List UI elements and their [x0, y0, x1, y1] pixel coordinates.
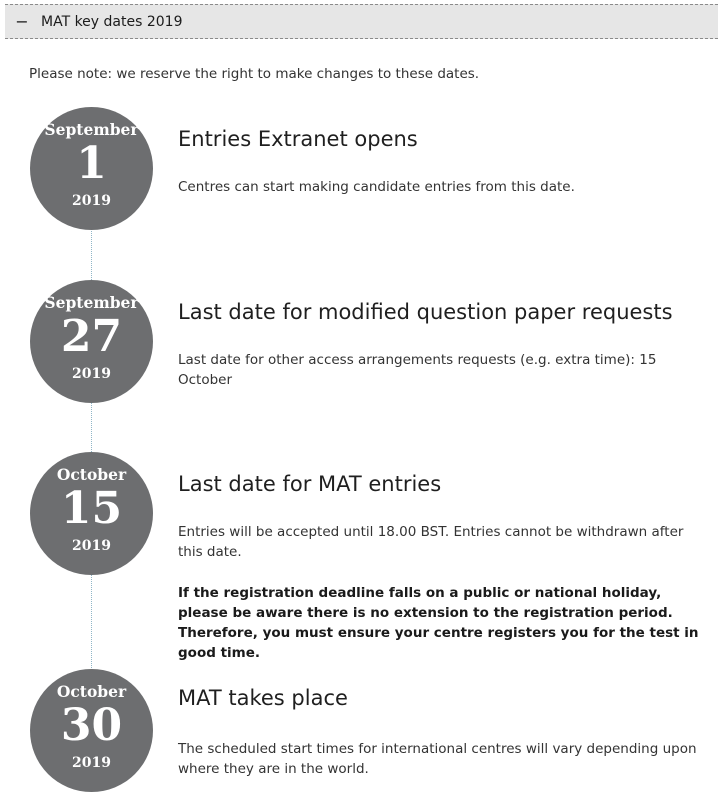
date-day: 30: [60, 700, 123, 751]
date-day: 1: [76, 138, 107, 189]
date-year: 2019: [72, 366, 111, 382]
date-badge: [30, 280, 153, 403]
event-description: Centres can start making candidate entries from this date.: [178, 179, 575, 195]
accordion-title[interactable]: MAT key dates 2019: [41, 13, 183, 30]
event-title: Last date for modified question paper requests: [178, 300, 673, 324]
date-day: 15: [60, 483, 123, 534]
collapse-icon[interactable]: −: [15, 12, 29, 31]
event-title: Last date for MAT entries: [178, 472, 442, 496]
accordion-header[interactable]: [5, 4, 718, 39]
date-month: October: [56, 682, 127, 701]
date-month: September: [44, 293, 139, 312]
date-badge: [30, 107, 153, 230]
registration-warning: If the registration deadline falls on a public or national holiday, please be aware there is no extension to the registration period. Therefore, you must ensure your centre registers you for the test in good time.: [178, 585, 699, 661]
date-day: 27: [60, 311, 123, 362]
event-description: Last date for other access arrangements requests (e.g. extra time): 15 October: [178, 352, 657, 388]
date-year: 2019: [72, 538, 111, 554]
date-month: October: [56, 465, 127, 484]
event-title: MAT takes place: [178, 686, 348, 710]
date-badge: [30, 452, 153, 575]
event-description: The scheduled start times for international centres will vary depending upon where they are in the world.: [178, 741, 697, 777]
event-description: Entries will be accepted until 18.00 BST. Entries cannot be withdrawn after this date.: [178, 524, 684, 560]
date-month: September: [44, 120, 139, 139]
date-year: 2019: [72, 193, 111, 209]
date-badge: [30, 669, 153, 792]
disclaimer-note: Please note: we reserve the right to make changes to these dates.: [29, 66, 480, 82]
date-year: 2019: [72, 755, 111, 771]
event-title: Entries Extranet opens: [178, 127, 418, 151]
